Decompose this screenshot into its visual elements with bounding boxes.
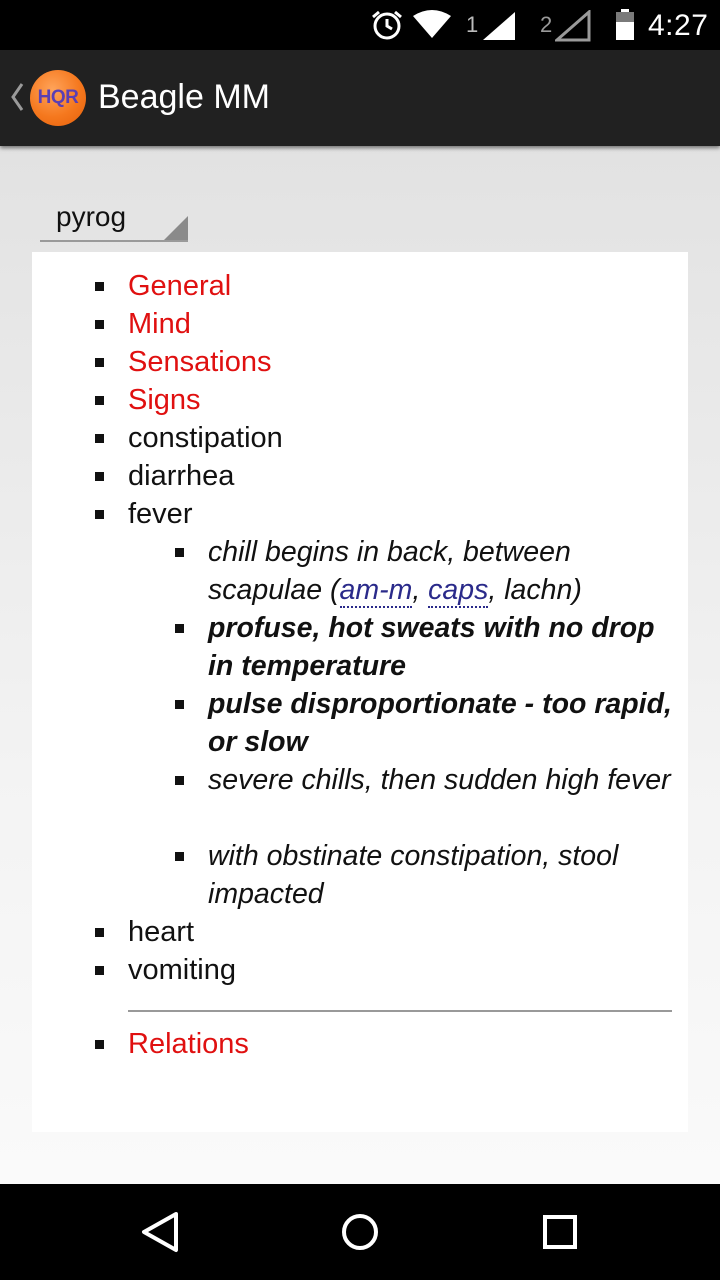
section-item-diarrhea: diarrhea bbox=[128, 460, 235, 492]
remedy-spinner[interactable] bbox=[40, 196, 188, 242]
signal-icon bbox=[555, 10, 591, 42]
remedy-link-caps[interactable]: caps bbox=[428, 574, 489, 606]
sim2-label: 2 bbox=[540, 12, 553, 37]
clock: 4:27 bbox=[648, 9, 709, 42]
alarm-icon bbox=[370, 9, 404, 41]
back-chevron-icon[interactable] bbox=[8, 80, 26, 114]
bullet bbox=[95, 358, 104, 367]
status-bar bbox=[0, 0, 720, 50]
bullet bbox=[95, 434, 104, 443]
bullet bbox=[95, 472, 104, 481]
sub-bullet bbox=[175, 776, 184, 785]
symptom-text: , bbox=[412, 574, 429, 606]
app-title: Beagle MM bbox=[98, 78, 270, 116]
fever-symptom-item: severe chills, then sudden high fever bbox=[208, 764, 671, 796]
home-icon[interactable] bbox=[332, 1204, 388, 1260]
fever-symptom-item: with obstinate constipation, stool impacted bbox=[208, 840, 619, 910]
spinner-arrow-icon bbox=[164, 216, 188, 240]
bullet bbox=[95, 320, 104, 329]
signal-icon bbox=[481, 10, 517, 42]
bullet bbox=[95, 966, 104, 975]
battery-icon bbox=[614, 8, 636, 42]
sub-bullet bbox=[175, 700, 184, 709]
app-logo[interactable] bbox=[30, 70, 86, 126]
sim1-label: 1 bbox=[466, 12, 479, 37]
bullet bbox=[95, 1040, 104, 1049]
back-icon[interactable] bbox=[132, 1204, 188, 1260]
section-link-mind[interactable]: Mind bbox=[128, 308, 191, 340]
section-item-fever: fever bbox=[128, 498, 193, 530]
divider bbox=[128, 1010, 672, 1012]
symptom-text: , lachn) bbox=[488, 574, 582, 606]
app-logo-text: HQR bbox=[37, 87, 79, 108]
recents-icon[interactable] bbox=[532, 1204, 588, 1260]
sub-bullet bbox=[175, 852, 184, 861]
sub-bullet bbox=[175, 548, 184, 557]
fever-symptom-item: pulse disproportionate - too rapid, or slow bbox=[208, 688, 672, 758]
bullet bbox=[95, 510, 104, 519]
sub-bullet bbox=[175, 624, 184, 633]
action-bar bbox=[0, 50, 720, 146]
fever-symptom-item: profuse, hot sweats with no drop in temperature bbox=[208, 612, 655, 682]
section-link-general[interactable]: General bbox=[128, 270, 232, 302]
section-link-sensations[interactable]: Sensations bbox=[128, 346, 272, 378]
bullet bbox=[95, 396, 104, 405]
remedy-panel bbox=[32, 252, 688, 1132]
wifi-icon bbox=[412, 10, 452, 40]
section-item-vomiting: vomiting bbox=[128, 954, 236, 986]
fever-symptom-item bbox=[208, 533, 678, 609]
bullet bbox=[95, 928, 104, 937]
symptom-text: chill begins in back, between scapulae ( bbox=[208, 536, 571, 606]
section-item-constipation: constipation bbox=[128, 422, 283, 454]
section-link-relations[interactable]: Relations bbox=[128, 1028, 249, 1060]
navigation-bar bbox=[0, 1184, 720, 1280]
section-item-heart: heart bbox=[128, 916, 195, 948]
spinner-selected-value: pyrog bbox=[56, 201, 127, 232]
bullet bbox=[95, 282, 104, 291]
remedy-link-am-m[interactable]: am-m bbox=[339, 574, 413, 606]
section-link-signs[interactable]: Signs bbox=[128, 384, 201, 416]
content-area bbox=[0, 146, 720, 1184]
